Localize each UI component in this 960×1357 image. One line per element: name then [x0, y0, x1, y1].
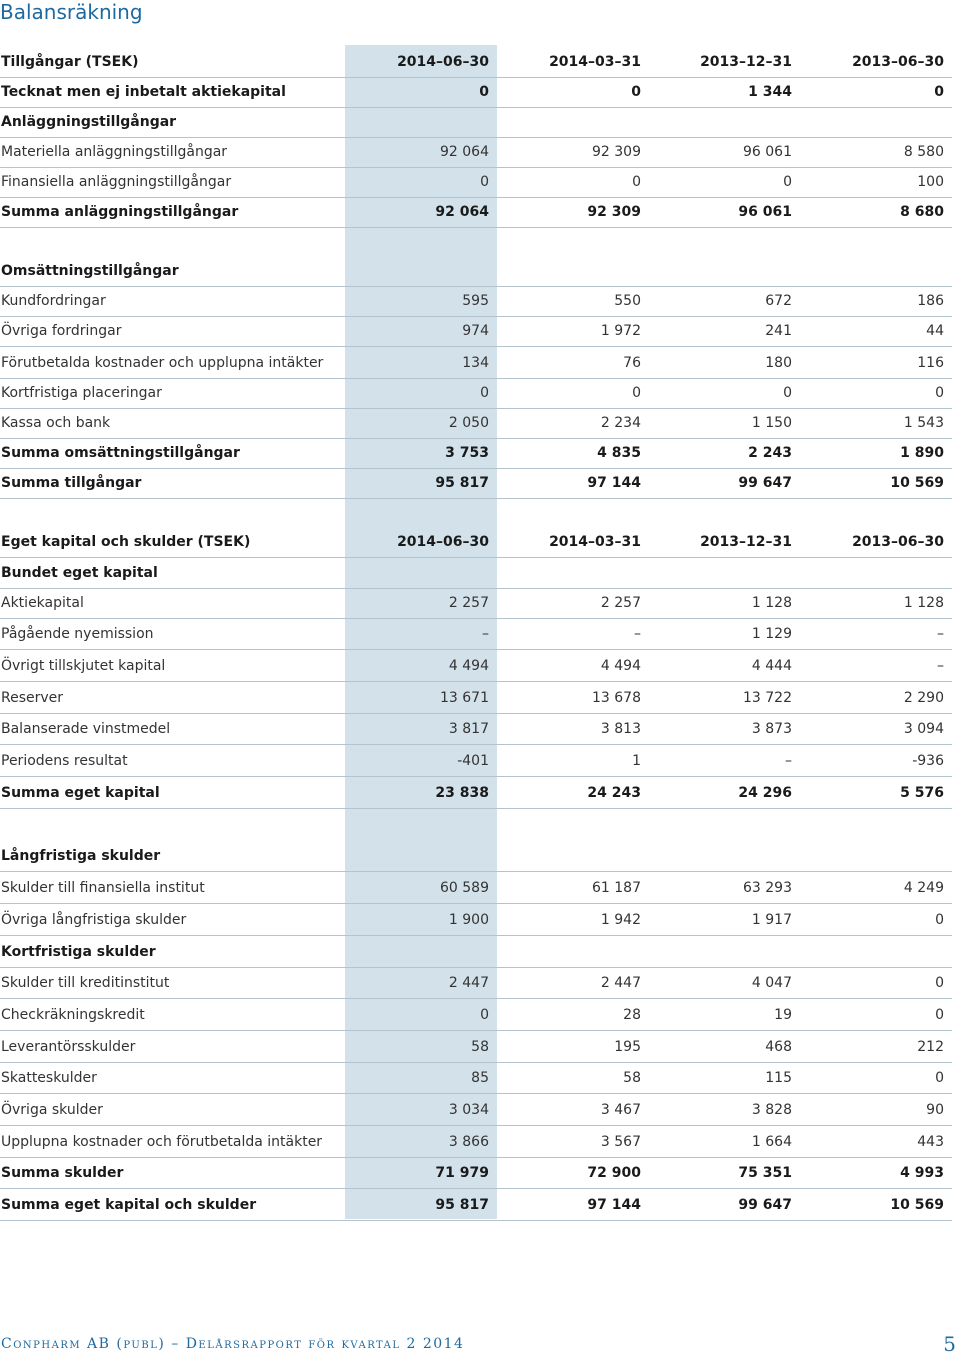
cell-value: –	[937, 625, 944, 642]
row-label: Omsättningstillgångar	[1, 263, 179, 279]
cell-value: 0	[632, 385, 641, 401]
cell-value: 443	[917, 1133, 944, 1150]
cell-value: 0	[783, 174, 792, 190]
cell-value: 13 722	[743, 689, 792, 706]
cell-value: 61 187	[592, 879, 641, 896]
cell-value: 2 243	[748, 445, 792, 461]
cell-value: 0	[935, 974, 944, 991]
row-label: Övriga långfristiga skulder	[1, 911, 187, 928]
cell-value: 100	[917, 174, 944, 190]
row-label: Skulder till finansiella institut	[1, 879, 205, 896]
table-row	[0, 618, 952, 649]
table-row	[0, 316, 952, 346]
table-row	[0, 713, 952, 744]
cell-value: 3 094	[903, 720, 944, 737]
cell-value: 134	[462, 355, 489, 371]
table-row	[0, 1157, 952, 1188]
row-label: Tecknat men ej inbetalt aktiekapital	[1, 84, 286, 100]
row-label: Summa eget kapital	[1, 784, 160, 801]
row-label: Summa skulder	[1, 1164, 124, 1181]
row-label: Summa anläggningstillgångar	[1, 204, 239, 220]
table-row	[0, 904, 952, 935]
row-label: Reserver	[1, 689, 64, 706]
row-label: Kassa och bank	[1, 415, 111, 431]
cell-value: 1 150	[751, 415, 792, 431]
cell-value: 0	[783, 385, 792, 401]
row-label: Förutbetalda kostnader och upplupna intäkter	[1, 355, 324, 371]
table-row	[0, 438, 952, 468]
cell-value: 2013–12–31	[700, 534, 792, 550]
table-row	[0, 840, 952, 871]
cell-value: 0	[480, 174, 489, 190]
cell-value: 468	[765, 1038, 792, 1055]
cell-value: 2013–06–30	[852, 54, 944, 70]
cell-value: 0	[631, 84, 641, 100]
cell-value: 99 647	[738, 1196, 792, 1213]
row-label: Tillgångar (TSEK)	[1, 54, 139, 70]
cell-value: 97 144	[587, 1196, 641, 1213]
cell-value: –	[634, 625, 641, 642]
cell-value: 8 580	[903, 144, 944, 160]
row-label: Anläggningstillgångar	[1, 114, 177, 130]
cell-value: 58	[623, 1069, 641, 1086]
cell-value: 3 813	[600, 720, 641, 737]
cell-value: 19	[774, 1006, 792, 1023]
cell-value: 116	[917, 355, 944, 371]
row-label: Kortfristiga placeringar	[1, 385, 162, 401]
cell-value: 186	[917, 293, 944, 309]
row-divider	[0, 498, 952, 499]
cell-value: 212	[917, 1038, 944, 1055]
cell-value: 90	[926, 1101, 944, 1118]
cell-value: 8 680	[900, 204, 944, 220]
cell-value: 0	[479, 84, 489, 100]
cell-value: 3 873	[751, 720, 792, 737]
cell-value: 0	[935, 1006, 944, 1023]
cell-value: 75 351	[738, 1164, 792, 1181]
row-label: Kundfordringar	[1, 293, 106, 309]
cell-value: 3 828	[751, 1101, 792, 1118]
cell-value: 180	[765, 355, 792, 371]
cell-value: 2 050	[448, 415, 489, 431]
cell-value: 60 589	[440, 879, 489, 896]
cell-value: 1 128	[751, 594, 792, 611]
page-title: Balansräkning	[0, 0, 143, 24]
cell-value: 672	[765, 293, 792, 309]
cell-value: 2014–06–30	[397, 534, 489, 550]
row-label: Övriga skulder	[1, 1101, 103, 1118]
cell-value: 241	[765, 323, 792, 339]
table-row	[0, 468, 952, 498]
cell-value: 2013–12–31	[700, 54, 792, 70]
row-label: Skulder till kreditinstitut	[1, 974, 170, 991]
cell-value: 2014–06–30	[397, 54, 489, 70]
cell-value: 92 309	[587, 204, 641, 220]
cell-value: 4 249	[903, 879, 944, 896]
cell-value: 63 293	[743, 879, 792, 896]
cell-value: 2 447	[448, 974, 489, 991]
row-label: Materiella anläggningstillgångar	[1, 144, 228, 160]
cell-value: 0	[632, 174, 641, 190]
row-label: Eget kapital och skulder (TSEK)	[1, 534, 251, 550]
table-row	[0, 286, 952, 316]
cell-value: 92 309	[592, 144, 641, 160]
row-divider	[0, 1220, 952, 1221]
row-label: Aktiekapital	[1, 594, 84, 611]
cell-value: 23 838	[435, 784, 489, 801]
cell-value: 4 444	[751, 657, 792, 674]
cell-value: 24 243	[587, 784, 641, 801]
row-label: Övrigt tillskjutet kapital	[1, 657, 166, 674]
table-row	[0, 650, 952, 681]
cell-value: 3 034	[448, 1101, 489, 1118]
cell-value: 2 234	[600, 415, 641, 431]
cell-value: 4 047	[751, 974, 792, 991]
cell-value: 195	[614, 1038, 641, 1055]
table-row	[0, 1062, 952, 1093]
cell-value: 72 900	[587, 1164, 641, 1181]
row-divider	[0, 346, 952, 347]
cell-value: 3 567	[600, 1133, 641, 1150]
table-row	[0, 999, 952, 1030]
cell-value: 1 972	[600, 323, 641, 339]
cell-value: 95 817	[435, 475, 489, 491]
cell-value: 2014–03–31	[549, 54, 641, 70]
cell-value: 115	[765, 1069, 792, 1086]
cell-value: 2 290	[903, 689, 944, 706]
cell-value: 2 447	[600, 974, 641, 991]
cell-value: 97 144	[587, 475, 641, 491]
row-divider	[0, 808, 952, 809]
cell-value: 550	[614, 293, 641, 309]
row-label: Upplupna kostnader och förutbetalda intäkter	[1, 1133, 323, 1150]
cell-value: 2 257	[448, 594, 489, 611]
cell-value: 1 664	[751, 1133, 792, 1150]
table-row	[0, 1126, 952, 1157]
cell-value: 71 979	[435, 1164, 489, 1181]
cell-value: 92 064	[435, 204, 489, 220]
table-row	[0, 348, 952, 378]
row-label: Skatteskulder	[1, 1069, 97, 1086]
cell-value: 1 543	[903, 415, 944, 431]
cell-value: -936	[912, 752, 944, 769]
cell-value: 2 257	[600, 594, 641, 611]
table-row	[0, 378, 952, 408]
cell-value: 3 467	[600, 1101, 641, 1118]
cell-value: 1 128	[903, 594, 944, 611]
cell-value: 0	[935, 385, 944, 401]
cell-value: 85	[471, 1069, 489, 1086]
table-row	[0, 1031, 952, 1062]
table-row	[0, 967, 952, 998]
cell-value: 44	[926, 323, 944, 339]
footer	[0, 1330, 960, 1356]
table-row	[0, 77, 952, 107]
cell-value: 1	[632, 752, 641, 769]
cell-value: 595	[462, 293, 489, 309]
cell-value: 95 817	[435, 1196, 489, 1213]
row-label: Leverantörsskulder	[1, 1038, 136, 1055]
cell-value: 1 344	[748, 84, 792, 100]
cell-value: 58	[471, 1038, 489, 1055]
cell-value: 28	[623, 1006, 641, 1023]
row-label: Checkräkningskredit	[1, 1006, 145, 1023]
cell-value: 5 576	[900, 784, 944, 801]
table-row	[0, 745, 952, 776]
cell-value: –	[785, 752, 792, 769]
row-label: Summa tillgångar	[1, 475, 142, 491]
cell-value: 0	[935, 1069, 944, 1086]
cell-value: 13 678	[592, 689, 641, 706]
page-number: 5	[943, 1332, 956, 1356]
cell-value: 10 569	[890, 475, 944, 491]
table-row	[0, 936, 952, 967]
cell-value: 92 064	[440, 144, 489, 160]
row-label: Bundet eget kapital	[1, 564, 158, 581]
cell-value: 96 061	[743, 144, 792, 160]
table-row	[0, 408, 952, 438]
cell-value: 0	[934, 84, 944, 100]
cell-value: 0	[935, 911, 944, 928]
cell-value: 1 900	[448, 911, 489, 928]
table-row	[0, 557, 952, 588]
cell-value: 1 917	[751, 911, 792, 928]
cell-value: 2013–06–30	[852, 534, 944, 550]
cell-value: 3 753	[445, 445, 489, 461]
cell-value: 4 494	[448, 657, 489, 674]
cell-value: 1 942	[600, 911, 641, 928]
table-header-assets	[0, 47, 952, 77]
row-label: Finansiella anläggningstillgångar	[1, 174, 232, 190]
cell-value: 3 866	[448, 1133, 489, 1150]
cell-value: 0	[480, 1006, 489, 1023]
cell-value: 3 817	[448, 720, 489, 737]
table-row	[0, 682, 952, 713]
row-divider	[0, 227, 952, 228]
row-label: Kortfristiga skulder	[1, 943, 156, 960]
table-row	[0, 256, 952, 286]
cell-value: 4 494	[600, 657, 641, 674]
cell-value: –	[937, 657, 944, 674]
table-header-equity	[0, 527, 952, 557]
cell-value: 0	[480, 385, 489, 401]
row-label: Långfristiga skulder	[1, 847, 161, 864]
cell-value: 99 647	[738, 475, 792, 491]
table-row	[0, 587, 952, 618]
table-row	[0, 1189, 952, 1220]
row-label: Summa eget kapital och skulder	[1, 1196, 257, 1213]
cell-value: -401	[457, 752, 489, 769]
row-label: Övriga fordringar	[1, 323, 122, 339]
table-row	[0, 107, 952, 137]
row-label: Pågående nyemission	[1, 625, 154, 642]
cell-value: 24 296	[738, 784, 792, 801]
table-row	[0, 137, 952, 167]
cell-value: 1 129	[751, 625, 792, 642]
cell-value: 96 061	[738, 204, 792, 220]
cell-value: 4 835	[597, 445, 641, 461]
row-label: Balanserade vinstmedel	[1, 720, 171, 737]
cell-value: 4 993	[900, 1164, 944, 1181]
table-row	[0, 197, 952, 227]
table-row	[0, 167, 952, 197]
cell-value: 2014–03–31	[549, 534, 641, 550]
cell-value: 1 890	[900, 445, 944, 461]
cell-value: 76	[623, 355, 641, 371]
table-row	[0, 872, 952, 903]
cell-value: 974	[462, 323, 489, 339]
cell-value: 10 569	[890, 1196, 944, 1213]
row-label: Periodens resultat	[1, 752, 128, 769]
row-label: Summa omsättningstillgångar	[1, 445, 240, 461]
table-row	[0, 1094, 952, 1125]
footer-text: Conpharm AB (publ) – Delårsrapport för kvartal 2 2014	[1, 1336, 465, 1352]
table-row	[0, 777, 952, 808]
cell-value: –	[482, 625, 489, 642]
cell-value: 13 671	[440, 689, 489, 706]
